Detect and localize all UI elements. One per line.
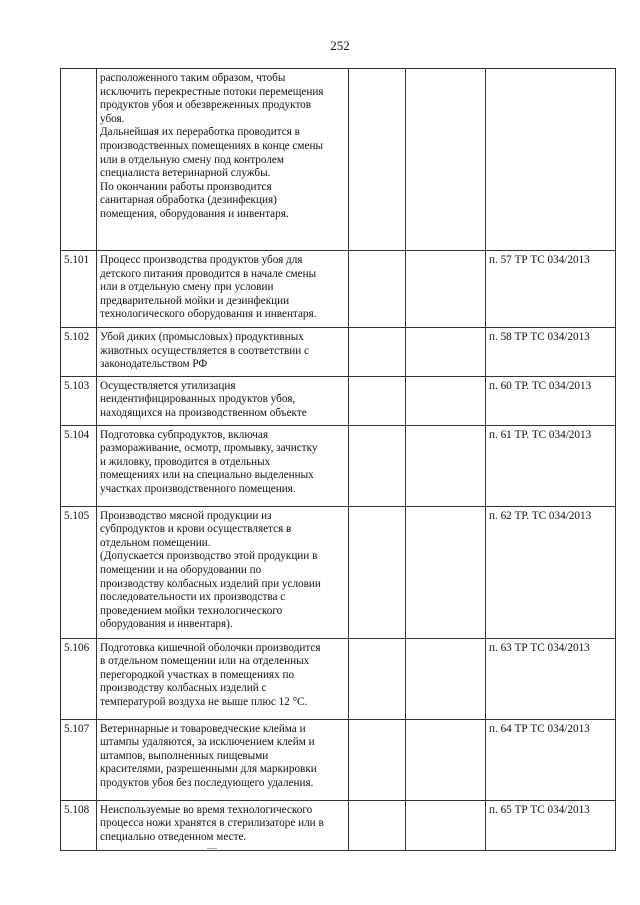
empty-cell [406,800,486,850]
requirement-text-line: Подготовка субпродуктов, включая [100,428,269,441]
empty-cell [406,719,486,800]
requirement-text-line: законодательством РФ [100,358,208,371]
page-number: 252 [330,38,350,53]
requirement-text-line: неидентифицированных продуктов убоя, [100,393,296,406]
item-number: 5.107 [61,719,97,800]
requirement-text-line: штампов, выполненных пищевыми [100,749,269,762]
requirement-text-line: размораживание, осмотр, промывку, зачистку [100,442,318,455]
requirement-text [97,800,349,850]
requirement-text-line: Подготовка кишечной оболочки производится [100,641,321,654]
requirement-text-line: По окончании работы производится [100,180,272,193]
empty-cell [349,638,406,719]
item-number: 5.104 [61,425,97,506]
requirement-text-line: Производство мясной продукции из [100,509,272,522]
requirement-text-line: расположенного таким образом, чтобы [100,72,286,84]
requirement-text-line: специально отведенном месте. [100,830,247,843]
requirement-text-line: технологического оборудования и инвентаря. [100,308,317,321]
regulation-reference [486,69,616,251]
item-number: 5.102 [61,328,97,377]
table-row [61,328,616,377]
requirement-text-line: Процесс производства продуктов убоя для [100,254,303,266]
table-row [61,800,616,850]
requirement-text-line: предварительной мойки и дезинфекции [100,294,290,307]
requirement-text-line: последовательности их производства с [100,591,286,604]
requirement-text [97,638,349,719]
empty-cell [349,506,406,638]
empty-cell [349,376,406,425]
table-row [61,719,616,800]
empty-cell [406,251,486,328]
requirement-text-line: Убой диких (промысловых) продуктивных [100,331,304,343]
table-row [61,506,616,638]
requirement-text-line: оборудования и инвентаря). [100,618,233,631]
regulation-reference: п. 65 ТР ТС 034/2013 [486,800,616,850]
requirement-text-line: производству колбасных изделий с [100,682,267,695]
requirement-text-line: специалиста ветеринарной службы. [100,167,271,180]
regulation-reference: п. 63 ТР ТС 034/2013 [486,638,616,719]
table-row [61,69,616,251]
requirement-text-line: перегородкой участках в помещениях по [100,668,295,681]
requirement-text [97,69,349,251]
empty-cell [349,69,406,251]
item-number: 5.108 [61,800,97,850]
item-number: 5.105 [61,506,97,638]
requirement-text-line: штампы удаляются, за исключением клейм и [100,736,315,749]
empty-cell [349,328,406,377]
requirement-text-line: Ветеринарные и товароведческие клейма и [100,722,306,735]
empty-cell [406,506,486,638]
requirement-text-line: (Допускается производство этой продукции в [100,550,318,563]
requirement-text-line: в отдельном помещении или на отделенных [100,655,310,668]
table-row [61,638,616,719]
requirement-text [97,719,349,800]
requirement-text-line: продуктов убоя без последующего удаления. [100,776,314,789]
regulation-reference: п. 57 ТР ТС 034/2013 [486,251,616,328]
table-row [61,251,616,328]
requirement-text-line: помещениях или на специально выделенных [100,469,314,482]
empty-cell [406,425,486,506]
requirement-text-line: производственных помещениях в конце смены [100,139,323,152]
requirement-text-line: находящихся на производственном объекте [100,406,307,419]
regulation-reference: п. 61 ТР. ТС 034/2013 [486,425,616,506]
regulation-reference: п. 58 ТР ТС 034/2013 [486,328,616,377]
requirement-text-line: температурой воздуха не выше плюс 12 °С. [100,695,308,708]
scan-mark [207,848,217,849]
requirement-text-line: исключить перекрестные потоки перемещения [100,85,324,98]
requirements-table [60,68,616,851]
empty-cell [406,376,486,425]
empty-cell [349,719,406,800]
requirement-text-line: или в отдельную смену под контролем [100,153,284,166]
empty-cell [349,251,406,328]
requirement-text-line: Осуществляется утилизация [100,379,236,392]
requirement-text [97,328,349,377]
requirement-text-line: участках производственного помещения. [100,482,296,495]
requirement-text-line: и жиловку, проводится в отдельных [100,455,271,468]
requirement-text-line: санитарная обработка (дезинфекция) [100,194,277,207]
requirement-text-line: детского питания проводится в начале смены [100,267,317,280]
requirement-text-line: красителями, разрешенными для маркировки [100,763,317,776]
regulation-reference: п. 60 ТР. ТС 034/2013 [486,376,616,425]
item-number: 5.103 [61,376,97,425]
requirement-text-line: убоя. [100,112,125,125]
empty-cell [349,425,406,506]
regulation-reference: п. 62 ТР. ТС 034/2013 [486,506,616,638]
requirement-text-line: отдельном помещении. [100,536,211,549]
item-number: 5.106 [61,638,97,719]
empty-cell [406,328,486,377]
requirement-text [97,506,349,638]
requirement-text-line: проведением мойки технологического [100,604,283,617]
requirement-text [97,425,349,506]
empty-cell [349,800,406,850]
requirement-text-line: процесса ножи хранятся в стерилизаторе или в [100,817,324,830]
requirement-text [97,251,349,328]
requirement-text-line: Неиспользуемые во время технологического [100,803,313,816]
table-row [61,425,616,506]
requirement-text-line: помещении и на оборудовании по [100,563,262,576]
table-body [61,69,616,851]
requirement-text-line: Дальнейшая их переработка проводится в [100,126,300,139]
item-number: 5.101 [61,251,97,328]
item-number [61,69,97,251]
requirement-text [97,376,349,425]
requirement-text-line: продуктов убоя и обезвреженных продуктов [100,99,312,112]
requirement-text-line: или в отдельную смену при условии [100,281,274,294]
empty-cell [406,69,486,251]
requirement-text-line: субпродуктов и крови осуществляется в [100,523,292,536]
requirement-text-line: помещения, оборудования и инвентаря. [100,207,289,220]
table-row [61,376,616,425]
requirement-text-line: производству колбасных изделий при условии [100,577,321,590]
regulation-reference: п. 64 ТР ТС 034/2013 [486,719,616,800]
empty-cell [406,638,486,719]
requirement-text-line: животных осуществляется в соответствии с [100,344,309,357]
